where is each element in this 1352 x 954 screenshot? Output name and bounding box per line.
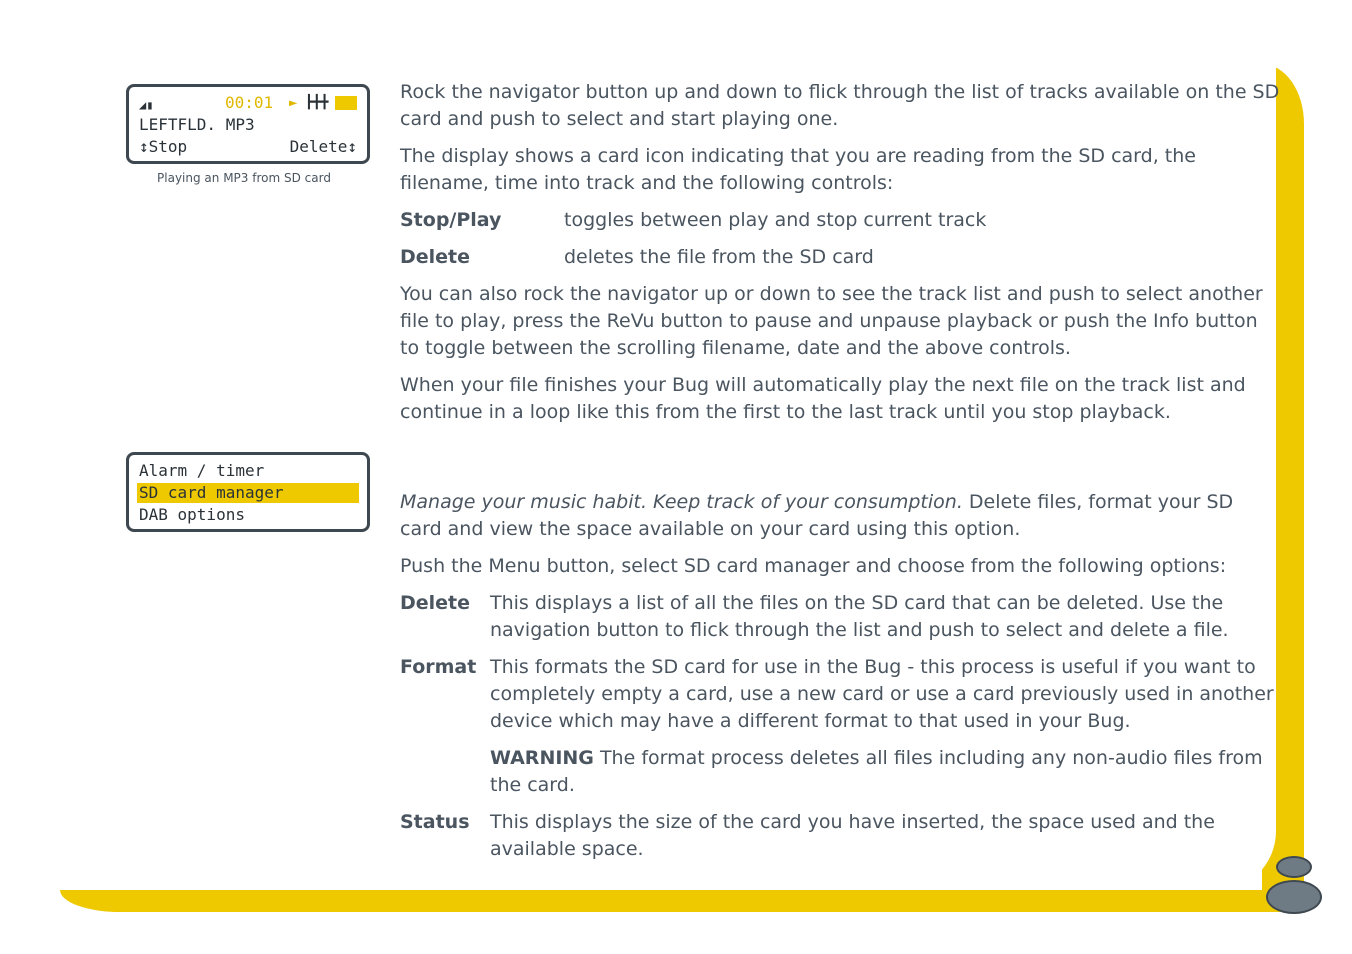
option-desc-status: This displays the size of the card you have inserted, the space used and the available space. xyxy=(490,811,1215,860)
lcd-status-row xyxy=(139,93,357,113)
paragraph-loop: When your file finishes your Bug will automatically play the next file on the track list and continue in a loop like this from the first to the last track until you stop playback. xyxy=(400,374,1246,423)
lcd-menu-screen xyxy=(126,452,370,532)
control-term-stop-play: Stop/Play xyxy=(400,209,502,231)
control-desc-stop-play: toggles between play and stop current track xyxy=(564,209,987,231)
figure-caption: Playing an MP3 from SD card xyxy=(157,171,331,185)
lcd-filename: LEFTFLD. MP3 xyxy=(139,115,255,134)
paragraph-display: The display shows a card icon indicating that you are reading from the SD card, the filename, time into track and the following controls: xyxy=(400,145,1196,194)
control-term-delete: Delete xyxy=(400,246,471,268)
menu-item-dab-options: DAB options xyxy=(139,505,245,524)
option-term-format: Format xyxy=(400,656,477,678)
option-term-delete: Delete xyxy=(400,592,471,614)
lcd-stop-control: ↕Stop xyxy=(139,137,188,156)
option-term-status: Status xyxy=(400,811,470,833)
page-frame-bottom xyxy=(60,890,1290,912)
paragraph-menu-instructions: Push the Menu button, select SD card manager and choose from the following options: xyxy=(400,555,1227,577)
pebble-icon-large xyxy=(1266,880,1322,914)
sd-card-icon xyxy=(335,96,357,110)
pebble-icon-small xyxy=(1276,856,1312,878)
intro-text: Delete files, format your SD card and view the space available on your card using this option. xyxy=(400,491,1234,540)
lcd-controls-row xyxy=(139,137,357,157)
option-desc-format: This formats the SD card for use in the Bug - this process is useful if you want to completely empty a card, use a new card or use a card previously used in another device which may have a different format to that used in your Bug. xyxy=(490,656,1274,732)
menu-item-alarm: Alarm / timer xyxy=(139,461,265,480)
level-meter-icon: ┣╋╋ xyxy=(305,95,329,110)
warning-label: WARNING xyxy=(490,747,594,769)
option-desc-delete: This displays a list of all the files on the SD card that can be deleted. Use the navigation button to flick through the list and push to select and delete a file. xyxy=(490,592,1229,641)
control-desc-delete: deletes the file from the SD card xyxy=(564,246,874,268)
intro-tagline: Manage your music habit. Keep track of your consumption. xyxy=(400,491,963,513)
play-icon: ► xyxy=(289,95,298,111)
warning-note xyxy=(490,745,1280,799)
paragraph-navigation: You can also rock the navigator up or down to see the track list and push to select another file to play, press the ReVu button to pause and unpause playback or push the Info button to toggle between the scrolling filename, date and the above controls. xyxy=(400,283,1263,359)
paragraph-manage-intro xyxy=(400,489,1280,543)
menu-item-sd-card-manager: SD card manager xyxy=(137,483,359,503)
track-time: 00:01 xyxy=(225,93,274,112)
signal-icon: ◢▮ xyxy=(139,98,154,112)
lcd-delete-control: Delete↕ xyxy=(289,137,357,156)
paragraph-select-track: Rock the navigator button up and down to flick through the list of tracks available on the SD card and push to select and start playing one. xyxy=(400,81,1280,130)
lcd-playing-screen xyxy=(126,84,370,164)
warning-text: The format process deletes all files including any non-audio files from the card. xyxy=(490,747,1263,796)
